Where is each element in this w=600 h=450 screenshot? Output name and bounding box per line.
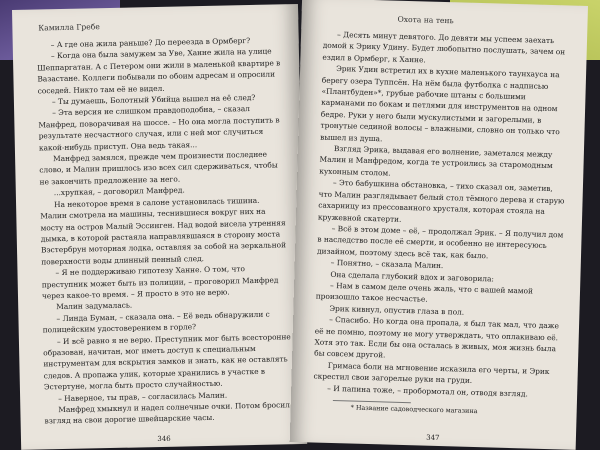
right-page-text <box>291 28 588 418</box>
paragraph: – Когда она была замужем за Уве, Ханне жила на улице Шеппаргатан. А с Петером они жили в маленькой квартире в Вазастане. Коллеги побывали по обоим адресам и опросили соседей. Никто там её не видел. <box>37 46 281 96</box>
page-header-author: Камилла Гребе <box>38 22 100 33</box>
paragraph: – Это бабушкина обстановка, – тихо сказал он, заметив, что Малин разглядывает белый стол тёмного дерева и старую сахарницу из прессованного хрусталя, которая стояла на кружевной скатерти. <box>317 178 565 224</box>
paragraph: Манфред хмыкнул и надел солнечные очки. Потом бросил взгляд на свои дорогие швейцарские часы. <box>44 400 290 426</box>
paragraph: – Линда Буман, – сказала она. – Её ведь обнаружили с полицейским удостоверением в горле? <box>42 309 270 335</box>
left-page <box>12 4 307 450</box>
paragraph: – И папина тоже, – пробормотал он, отводя взгляд. <box>327 383 529 399</box>
paragraph: – Эта версия не слишком правдоподобна, – сказал Манфред, поворачивая на шоссе. – Но она могла поступить в результате несчастного случая, или с ней мог случиться какой-нибудь приступ. Она ведь такая... <box>38 104 280 153</box>
page-number: 347 <box>426 433 440 443</box>
paragraph: Она сделала глубокий вдох и заговорила: <box>330 269 495 284</box>
paragraph: – Нам в самом деле очень жаль, что с вашей мамой произошло такое несчастье. <box>315 280 534 304</box>
paragraph: – Ты думаешь, Болотный Убийца вышел на её след? <box>51 92 256 107</box>
footnote <box>333 400 478 416</box>
page-header-title: Охота на тень <box>397 14 454 26</box>
paragraph: Манфред замялся, прежде чем произнести последнее слово, и Малин пришлось изо всех сил сдерживаться, чтобы не закончить предложение за него. <box>39 149 278 187</box>
left-page-text <box>13 34 307 428</box>
paragraph: – Я не поддерживаю гипотезу Ханне. О том, что преступник может быть из полиции, – проговорил Манфред через какое-то время. – Я просто в это не верю. <box>41 264 279 301</box>
paragraph: – Спасибо. Но когда она пропала, я был так мал, что даже её не помню, поэтому не могу утверждать, что оплакиваю её. Хотя это так. Если бы она осталась в живых, моя жизнь была бы совсем другой. <box>314 315 560 360</box>
paragraph: На некоторое время в салоне установилась тишина. Малин смотрела на машины, теснившиеся вокруг них на мосту на остров Малый Эссинген. Над водой висела утренняя дымка, в которой растаяла направлявшаяся в сторону моста Вэстербрун моторная лодка, оставляя за собой на зеркальной поверхности воды длинный пенный след. <box>40 195 287 267</box>
paragraph: – Всё в этом доме – её, – продолжал Эрик. – Я получил дом в наследство после её смерти, и особенно не интересуюсь дизайном, поэтому здесь всё так, как было. <box>316 223 564 261</box>
paragraph: Гримаса боли на мгновение исказила его черты, и Эрик скрестил свои загорелые руки на груди. <box>313 360 550 386</box>
paragraph: Взгляд Эрика, выдавая его волнение, заметался между Малин и Манфредом, когда те устроились за старомодным кухонным столом. <box>319 144 553 178</box>
paragraph: – Десять минут девятого. До девяти мы успеем заехать домой к Эрику Удину. Будет любопытно послушать, зачем он ездил в Ормберг, к Ханне. <box>322 30 566 65</box>
paragraph: Малин задумалась. <box>56 300 133 312</box>
paragraph: – Понятно, – сказала Малин. <box>330 258 444 271</box>
right-page <box>290 0 588 450</box>
paragraph: Эрик Удин встретил их в кухне маленького таунхауса на берегу озера Туппсён. На нём была футболка с надписью «Плантбуден»*, грубые рабочие штаны с большими карманами по бокам и петлями для инструментов на одном бедре. Руки у него были мускулистыми и загорелыми, в тронутые сединой волосы – влажными, словно он только что вышел из душа. <box>320 64 560 143</box>
page-number: 346 <box>157 434 171 444</box>
paragraph: – А где она жила раньше? До переезда в Ормберг? <box>50 36 251 50</box>
footnote-text: * Название садоводческого магазина <box>350 403 478 416</box>
paragraph: ...хрупкая, – договорил Манфред. <box>53 185 185 198</box>
paragraph: – И всё равно я не верю. Преступник мог быть всесторонне образован, начитан, мог иметь доступ к специальным инструментам для вскрытия замков и знать, как не оставлять следов. А пропажа улик, которые хранились в участке в Эстертуне, могла быть просто случайностью. <box>43 331 291 392</box>
paragraph: – Наверное, ты прав, – согласилась Малин. <box>58 390 228 403</box>
paragraph: Эрик кивнул, опустив глаза в пол. <box>329 303 465 317</box>
